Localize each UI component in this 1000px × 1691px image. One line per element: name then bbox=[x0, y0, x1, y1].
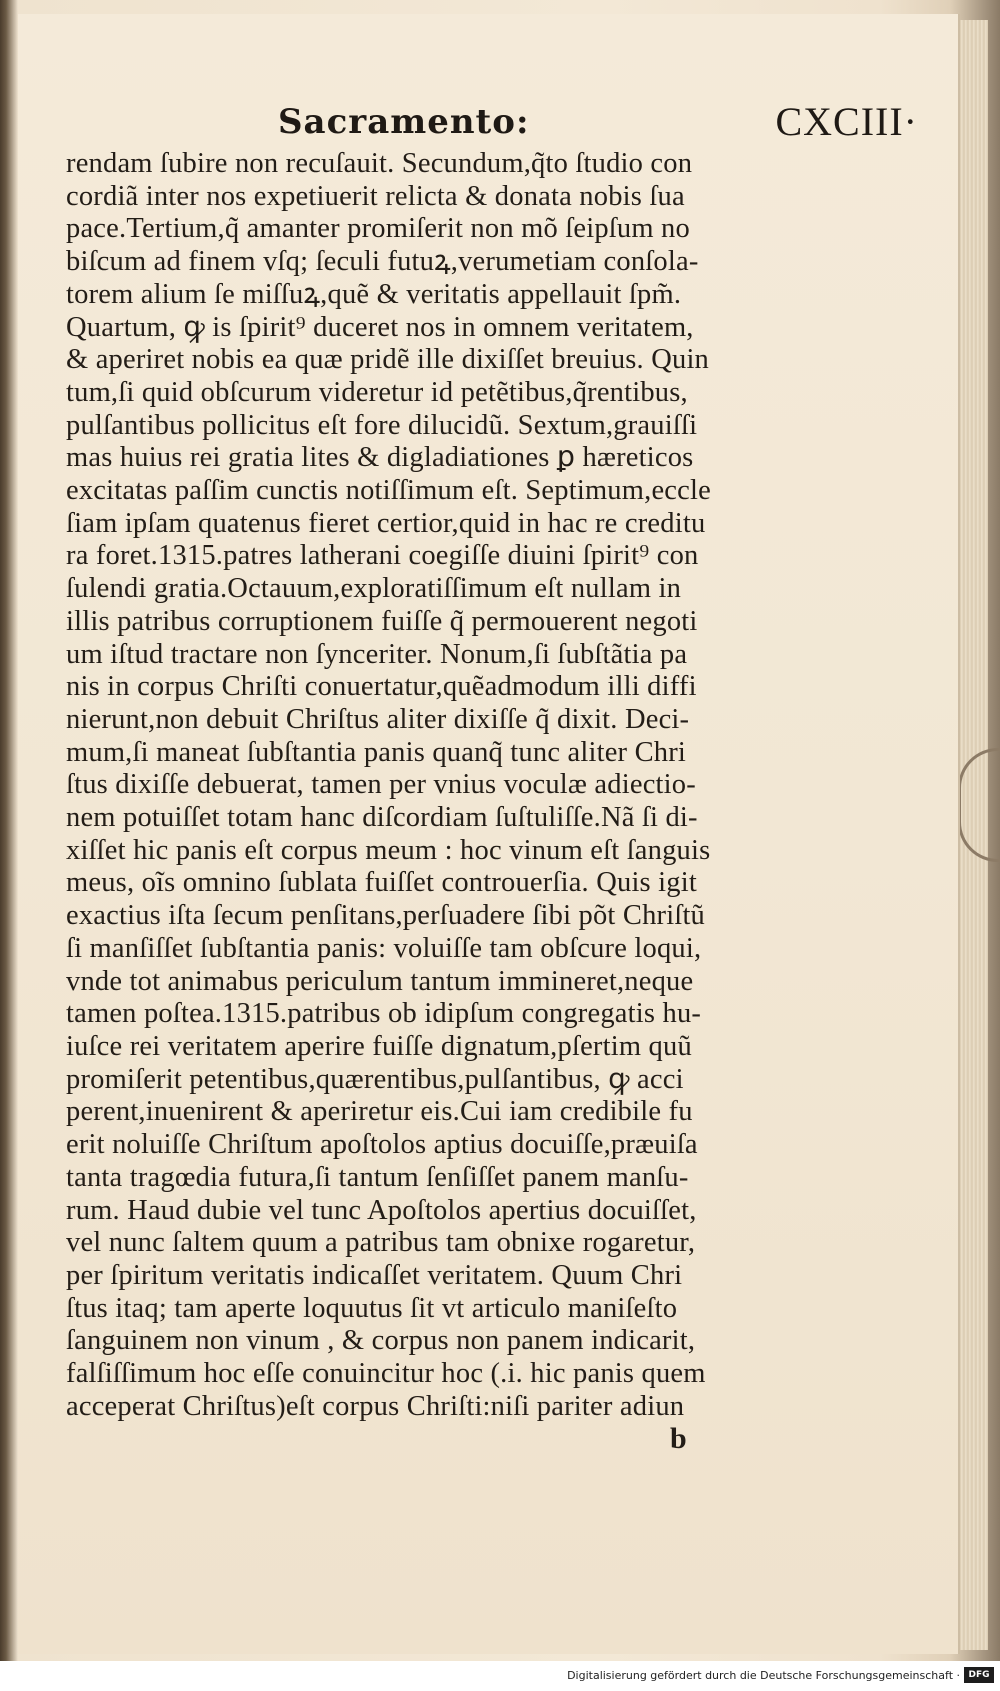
text-line: pulſantibus pollicitus eſt fore dilucidũ. Sextum,grauiſſi bbox=[66, 409, 698, 441]
text-line: erit noluiſſe Chriſtum apoſtolos aptius docuiſſe,præuiſa bbox=[66, 1129, 698, 1161]
text-line: biſcum ad finem vſq; ſeculi futuꝝ,verumetiam conſola- bbox=[66, 246, 699, 278]
footer-bar bbox=[0, 1661, 1000, 1691]
text-line: rendam ſubire non recuſauit. Secundum,q̃to ſtudio con bbox=[66, 148, 693, 179]
text-line: illis patribus corruptionem fuiſſe q̃ permouerent negoti bbox=[66, 605, 698, 637]
text-line: ſanguinem non vinum , & corpus non panem indicarit, bbox=[66, 1325, 696, 1357]
text-line: nierunt,non debuit Chriſtus aliter dixiſſe q̃ dixit. Deci- bbox=[66, 703, 690, 735]
text-line: nis in corpus Chriſti conuertatur,quẽadmodum illi diffi bbox=[66, 671, 697, 703]
text-line: ſi manſiſſet ſubſtantia panis: voluiſſe tam obſcure loqui, bbox=[66, 932, 702, 964]
text-line: cordiã inter nos expetiuerit relicta & donata nobis ſua bbox=[66, 180, 685, 212]
text-line: falſiſſimum hoc eſſe conuincitur hoc (.i. hic panis quem bbox=[66, 1358, 706, 1390]
book-page bbox=[18, 14, 960, 1654]
text-line: nem potuiſſet totam hanc diſcordiam ſuſtuliſſe.Nã ſi di- bbox=[66, 802, 698, 834]
text-line: rum. Haud dubie vel tunc Apoſtolos apertius docuiſſet, bbox=[66, 1194, 697, 1226]
text-line: excitatas paſſim cunctis notiſſimum eſt. Septimum,eccle bbox=[66, 475, 711, 507]
text-line: perent,inuenirent & aperiretur eis.Cui iam credibile fu bbox=[66, 1096, 693, 1128]
text-line: ra foret.1315.patres latherani coegiſſe diuini ſpirit⁹ con bbox=[66, 540, 699, 572]
text-line: ſulendi gratia.Octauum,exploratiſſimum eſt nullam in bbox=[66, 573, 682, 605]
footer-credit: Digitalisierung gefördert durch die Deutsche Forschungsgemeinschaft · bbox=[567, 1669, 960, 1682]
text-line: mum,ſi maneat ſubſtantia panis quanq̃ tunc aliter Chri bbox=[66, 736, 687, 768]
text-line: meus, oĩs omnino ſublata fuiſſet controuerſia. Quis igit bbox=[66, 867, 697, 899]
text-line: per ſpiritum veritatis indicaſſet veritatem. Quum Chri bbox=[66, 1259, 683, 1291]
dfg-logo: DFG bbox=[964, 1667, 994, 1683]
text-line: torem alium ſe miſſuꝝ,quẽ & veritatis appellauit ſpm̃. bbox=[66, 278, 682, 310]
text-line: acceperat Chriſtus)eſt corpus Chriſti:niſi pariter adiun bbox=[66, 1390, 685, 1422]
book-clasp bbox=[958, 748, 1000, 862]
running-head: Sacramento: bbox=[278, 102, 530, 142]
folio-number: CXCIII· bbox=[775, 99, 918, 144]
text-line: xiſſet hic panis eſt corpus meum : hoc vinum eſt ſanguis bbox=[66, 834, 711, 866]
text-line: vnde tot animabus periculum tantum immineret,neque bbox=[66, 965, 694, 997]
text-line: tamen poſtea.1315.patribus ob idipſum congregatis hu- bbox=[66, 998, 702, 1030]
text-line: ſtus itaq; tam aperte loquutus ſit vt articulo maniſeſto bbox=[66, 1292, 678, 1324]
text-line: ſiam ipſam quatenus fieret certior,quid in hac re creditu bbox=[66, 507, 706, 539]
text-line: exactius iſta ſecum penſitans,perſuadere ſibi põt Chriſtũ bbox=[66, 900, 706, 932]
text-line: tum,ſi quid obſcurum videretur id petẽtibus,q̃rentibus, bbox=[66, 376, 688, 408]
text-line: pace.Tertium,q̃ amanter promiſerit non mõ ſeipſum no bbox=[66, 213, 690, 245]
text-line: ſtus dixiſſe debuerat, tamen per vnius voculæ adiectio- bbox=[66, 769, 696, 801]
signature-mark: b bbox=[670, 1422, 687, 1455]
text-line: & aperiret nobis ea quæ pridẽ ille dixiſſet breuius. Quin bbox=[66, 344, 710, 376]
text-line: um iſtud tractare non ſynceriter. Nonum,ſi ſubſtãtia pa bbox=[66, 638, 688, 670]
text-line: iuſce rei veritatem aperire fuiſſe dignatum,pſertim quũ bbox=[66, 1030, 692, 1062]
text-line: mas huius rei gratia lites & digladiationes ꝑ hæreticos bbox=[66, 442, 694, 474]
text-line: vel nunc ſaltem quum a patribus tam obnixe rogaretur, bbox=[66, 1227, 696, 1259]
text-line: tanta tragœdia futura,ſi tantum ſenſiſſet panem manſu- bbox=[66, 1161, 689, 1193]
text-line: Quartum, ꝙ is ſpirit⁹ duceret nos in omnem veritatem, bbox=[66, 311, 694, 343]
text-line: promiſerit petentibus,quærentibus,pulſantibus, ꝙ acci bbox=[66, 1063, 684, 1095]
body-text bbox=[66, 148, 796, 1423]
